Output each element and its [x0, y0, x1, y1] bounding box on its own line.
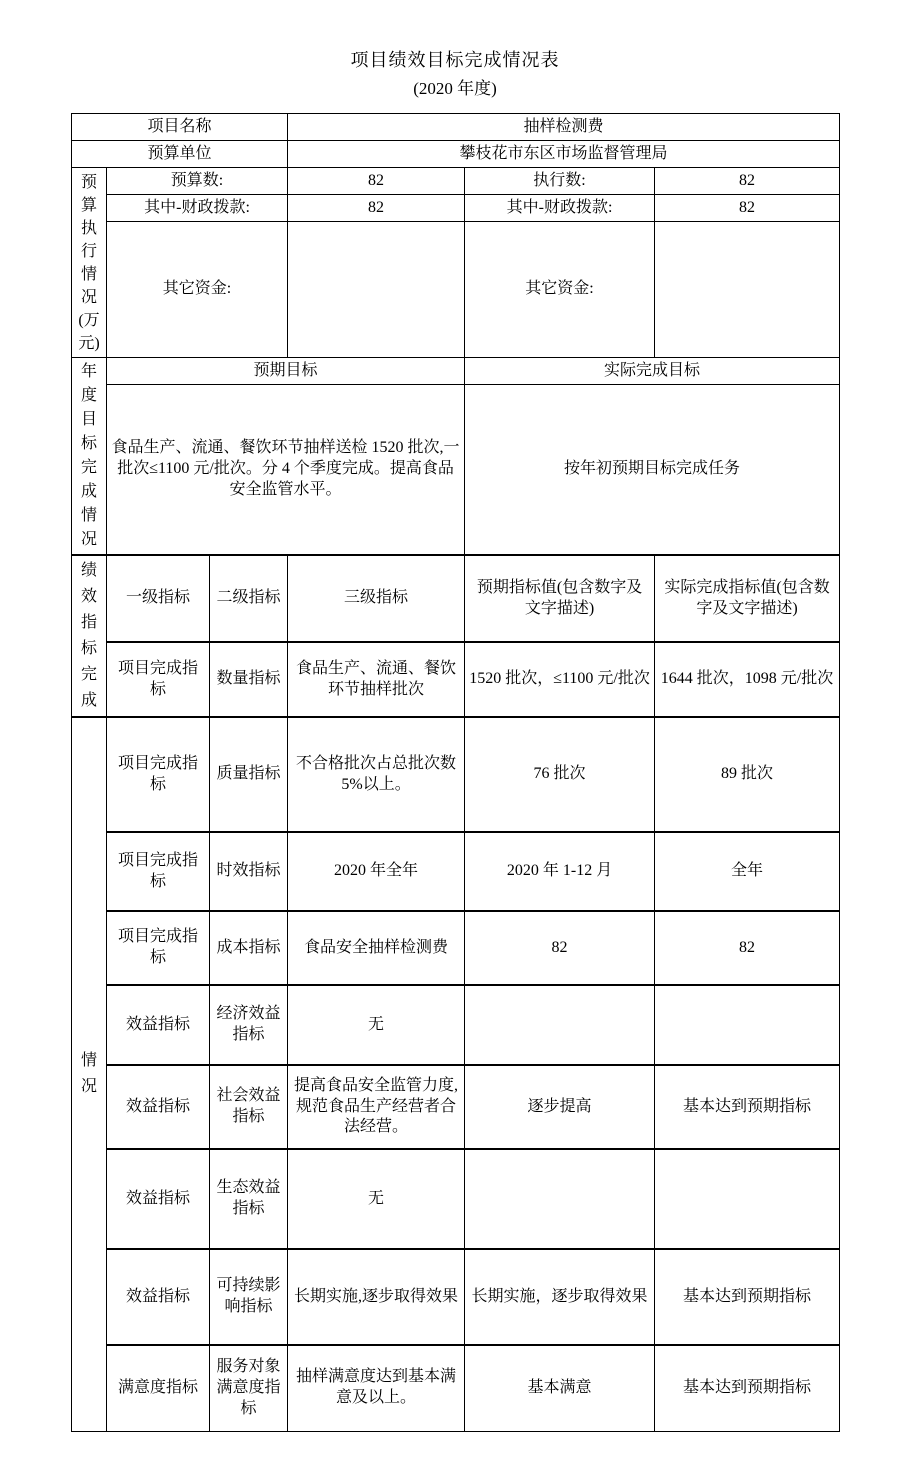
level3-cell: 食品安全抽样检测费 [288, 911, 465, 985]
performance-table [71, 113, 840, 1432]
fiscal-allocation-row [72, 195, 840, 222]
fiscal-allocation-label-left: 其中-财政拨款: [107, 195, 288, 222]
level2-cell: 质量指标 [210, 717, 288, 832]
indicator-section-side-label-bottom: 情 况 [72, 717, 107, 1431]
level2-cell: 经济效益指标 [210, 985, 288, 1065]
actual-value-cell: 89 批次 [655, 717, 840, 832]
budget-unit-row [72, 141, 840, 168]
actual-value-cell [655, 985, 840, 1065]
level3-cell: 抽样满意度达到基本满意及以上。 [288, 1345, 465, 1431]
project-name-value: 抽样检测费 [288, 114, 840, 141]
level1-cell: 效益指标 [107, 1249, 210, 1345]
level3-cell: 2020 年全年 [288, 832, 465, 911]
level2-cell: 数量指标 [210, 642, 288, 717]
indicator-row-quantity [72, 642, 840, 717]
other-funds-label-left: 其它资金: [107, 222, 288, 358]
indicator-row-satisfaction [72, 1345, 840, 1431]
actual-value-cell: 1644 批次，1098 元/批次 [655, 642, 840, 717]
level3-cell: 食品生产、流通、餐饮环节抽样批次 [288, 642, 465, 717]
level3-cell: 无 [288, 985, 465, 1065]
indicator-row-sustainability [72, 1249, 840, 1345]
annual-goal-header-row [72, 358, 840, 385]
level1-cell: 满意度指标 [107, 1345, 210, 1431]
actual-value-cell: 基本达到预期指标 [655, 1065, 840, 1149]
fiscal-allocation-value-right: 82 [655, 195, 840, 222]
indicator-row-cost [72, 911, 840, 985]
indicator-row-ecological-benefit [72, 1149, 840, 1249]
indicator-header-row [72, 555, 840, 642]
level2-cell: 成本指标 [210, 911, 288, 985]
annual-goal-content-row [72, 384, 840, 555]
column-header-level3: 三级指标 [288, 555, 465, 642]
indicator-section-side-label-top: 绩 效 指 标 完 成 [72, 555, 107, 717]
level3-cell: 长期实施,逐步取得效果 [288, 1249, 465, 1345]
fiscal-allocation-value-left: 82 [288, 195, 465, 222]
level1-cell: 项目完成指标 [107, 717, 210, 832]
level1-cell: 效益指标 [107, 1065, 210, 1149]
budget-amount-value: 82 [288, 168, 465, 195]
actual-value-cell: 82 [655, 911, 840, 985]
indicator-row-economic-benefit [72, 985, 840, 1065]
indicator-row-social-benefit [72, 1065, 840, 1149]
expected-value-cell: 82 [465, 911, 655, 985]
level2-cell: 服务对象满意度指标 [210, 1345, 288, 1431]
actual-goal-header: 实际完成目标 [465, 358, 840, 385]
other-funds-row [72, 222, 840, 358]
actual-value-cell [655, 1149, 840, 1249]
expected-value-cell: 基本满意 [465, 1345, 655, 1431]
level3-cell: 提高食品安全监管力度,规范食品生产经营者合法经营。 [288, 1065, 465, 1149]
expected-value-cell: 76 批次 [465, 717, 655, 832]
budget-unit-label: 预算单位 [72, 141, 288, 168]
indicator-row-timeliness [72, 832, 840, 911]
executed-amount-value: 82 [655, 168, 840, 195]
level2-cell: 可持续影响指标 [210, 1249, 288, 1345]
actual-goal-content: 按年初预期目标完成任务 [465, 384, 840, 555]
actual-value-cell: 基本达到预期指标 [655, 1345, 840, 1431]
level2-cell: 生态效益指标 [210, 1149, 288, 1249]
expected-value-cell [465, 1149, 655, 1249]
budget-unit-value: 攀枝花市东区市场监督管理局 [288, 141, 840, 168]
annual-goal-side-label: 年 度 目 标 完 成 情 况 [72, 358, 107, 556]
expected-value-cell: 1520 批次，≤1100 元/批次 [465, 642, 655, 717]
column-header-level2: 二级指标 [210, 555, 288, 642]
indicator-row-quality [72, 717, 840, 832]
level3-cell: 不合格批次占总批次数 5%以上。 [288, 717, 465, 832]
executed-amount-label: 执行数: [465, 168, 655, 195]
expected-value-cell [465, 985, 655, 1065]
expected-goal-content: 食品生产、流通、餐饮环节抽样送检 1520 批次,一批次≤1100 元/批次。分 4 个季度完成。提高食品安全监管水平。 [107, 384, 465, 555]
expected-value-cell: 长期实施，逐步取得效果 [465, 1249, 655, 1345]
column-header-level1: 一级指标 [107, 555, 210, 642]
other-funds-value-left [288, 222, 465, 358]
expected-value-cell: 2020 年 1-12 月 [465, 832, 655, 911]
expected-goal-header: 预期目标 [107, 358, 465, 385]
level2-cell: 时效指标 [210, 832, 288, 911]
level1-cell: 效益指标 [107, 1149, 210, 1249]
column-header-expected: 预期指标值(包含数字及文字描述) [465, 555, 655, 642]
level1-cell: 项目完成指标 [107, 642, 210, 717]
level2-cell: 社会效益指标 [210, 1065, 288, 1149]
actual-value-cell: 基本达到预期指标 [655, 1249, 840, 1345]
other-funds-value-right [655, 222, 840, 358]
other-funds-label-right: 其它资金: [465, 222, 655, 358]
level3-cell: 无 [288, 1149, 465, 1249]
level1-cell: 效益指标 [107, 985, 210, 1065]
expected-value-cell: 逐步提高 [465, 1065, 655, 1149]
project-name-label: 项目名称 [72, 114, 288, 141]
level1-cell: 项目完成指标 [107, 832, 210, 911]
column-header-actual: 实际完成指标值(包含数字及文字描述) [655, 555, 840, 642]
project-name-row [72, 114, 840, 141]
budget-figures-row [72, 168, 840, 195]
document-title: 项目绩效目标完成情况表 [350, 50, 560, 70]
level1-cell: 项目完成指标 [107, 911, 210, 985]
fiscal-allocation-label-right: 其中-财政拨款: [465, 195, 655, 222]
budget-section-side-label: 预 算 执 行 情 况 (万 元) [72, 168, 107, 358]
document-subtitle: (2020 年度) [413, 79, 497, 98]
actual-value-cell: 全年 [655, 832, 840, 911]
budget-amount-label: 预算数: [107, 168, 288, 195]
